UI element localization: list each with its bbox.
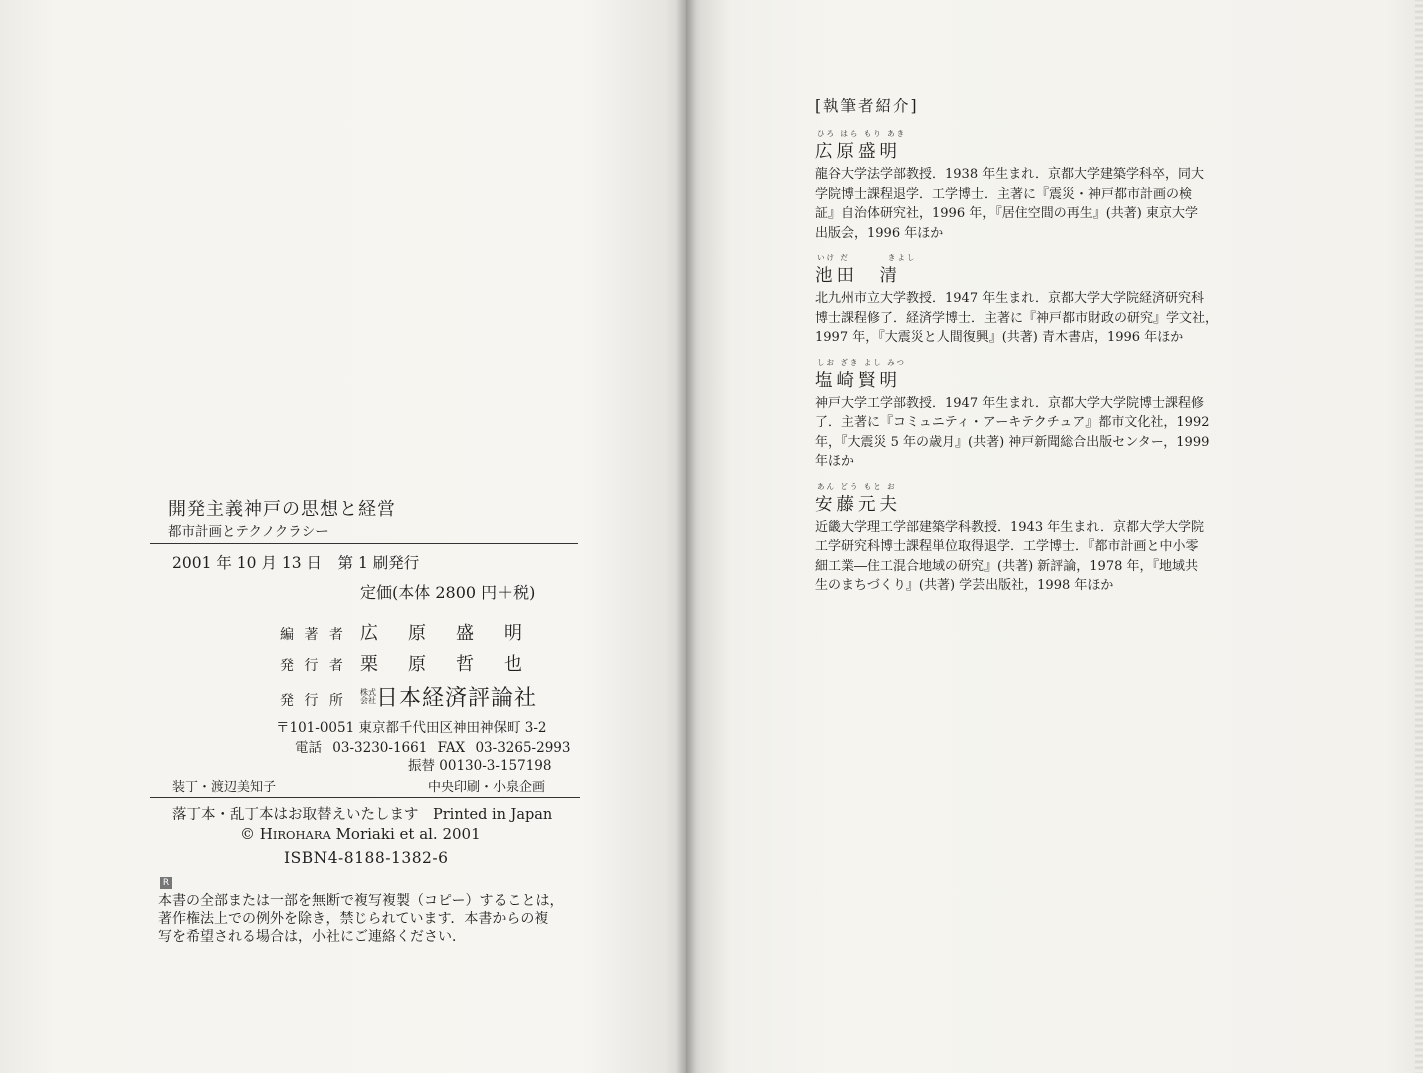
- publisher-name: 栗原哲也: [360, 654, 552, 675]
- authors-heading: [執筆者紹介]: [815, 97, 919, 115]
- divider-top: [150, 543, 578, 544]
- phone: 電話 03-3230-1661: [295, 740, 428, 756]
- editor-name: 広原盛明: [360, 623, 552, 644]
- author-furigana: あん どう もと お: [817, 481, 897, 491]
- bio-line: 工学研究科博士課程単位取得退学．工学博士．『都市計画と中小零: [815, 539, 1199, 554]
- bio-line: 博士課程修了．経済学博士．主著に『神戸都市財政の研究』学文社，: [815, 310, 1219, 326]
- author-name: 塩崎賢明: [815, 370, 901, 391]
- divider-bottom: [150, 797, 580, 798]
- bio-line: 北九州市立大学教授．1947 年生まれ．京都大学大学院経済研究科: [815, 291, 1204, 306]
- bio-line: 龍谷大学法学部教授．1938 年生まれ．京都大学建築学科卒，同大: [815, 167, 1204, 182]
- replacement-notice: 落丁本・乱丁本はお取替えいたします Printed in Japan: [172, 807, 553, 823]
- editor-label: 編 著 者: [280, 627, 346, 643]
- author-profiles: [815, 94, 1285, 605]
- author-name: 池田 清: [815, 266, 901, 286]
- author-entry: [815, 128, 1285, 243]
- bio-line: 生のまちづくり』(共著) 学芸出版社，1998 年ほか: [815, 578, 1114, 593]
- author-entry: [815, 481, 1285, 596]
- bio-line: 年，『大震災 5 年の歳月』(共著) 神戸新聞総合出版センター，1999: [815, 434, 1210, 450]
- page-edge: [1415, 0, 1423, 1073]
- copyright-suffix: Moriaki et al. 2001: [330, 825, 481, 843]
- kabushiki-gaisha-mark: [360, 689, 376, 705]
- author-entry: [815, 252, 1285, 348]
- printer: 中央印刷・小泉企画: [428, 780, 546, 795]
- r-mark-icon: R: [160, 877, 172, 889]
- copy-notice-line: 著作権法上での例外を除き，禁じられています．本書からの複: [158, 911, 549, 927]
- company-name: 日本経済評論社: [376, 686, 538, 711]
- publisher-row: [280, 650, 552, 676]
- bio-line: 細工業―住工混合地域の研究』(共著) 新評論，1978 年，『地域共: [815, 558, 1198, 574]
- book-gutter: [676, 0, 696, 1073]
- author-furigana: ひろ はら もり あき: [817, 129, 907, 138]
- book-title: 開発主義神戸の思想と経営: [168, 499, 396, 520]
- cover-design: 装丁・渡辺美知子: [172, 780, 277, 795]
- author-entry: [815, 357, 1285, 472]
- bio-line: 了．主著に『コミュニティ・アーキテクチュア』都市文化社，1992: [815, 415, 1210, 430]
- book-subtitle: 都市計画とテクノクラシー: [168, 524, 329, 540]
- company-label: 発 行 所: [280, 693, 346, 709]
- contact-line: [295, 736, 570, 756]
- address: 〒101-0051 東京都千代田区神田神保町 3-2: [276, 720, 547, 736]
- bio-line: 1997 年，『大震災と人間復興』(共著) 青木書店，1996 年ほか: [815, 330, 1184, 345]
- editor-row: [280, 619, 552, 645]
- copyright: [240, 825, 481, 843]
- fax: FAX 03-3265-2993: [437, 740, 571, 756]
- author-furigana: しお ざき よし みつ: [817, 357, 907, 367]
- bio-line: 神戸大学工学部教授．1947 年生まれ．京都大学大学院博士課程修: [815, 395, 1204, 411]
- copy-notice-line: 本書の全部または一部を無断で複写複製（コピー）することは，: [158, 893, 564, 909]
- bio-line: 年ほか: [815, 454, 855, 469]
- author-bio: [815, 518, 1285, 596]
- price: 定価(本体 2800 円＋税): [360, 583, 536, 602]
- author-furigana: いけ だ きよし: [817, 253, 917, 262]
- copy-notice: [158, 892, 588, 946]
- kabu-bottom: 会社: [360, 696, 376, 705]
- bio-line: 近畿大学理工学部建築学科教授．1943 年生まれ．京都大学大学院: [815, 519, 1204, 535]
- bio-line: 学院博士課程退学．工学博士．主著に『震災・神戸都市計画の検: [815, 186, 1193, 202]
- publisher-label: 発 行 者: [280, 658, 346, 674]
- author-bio: [815, 394, 1285, 472]
- copy-notice-line: 写を希望される場合は，小社にご連絡ください．: [158, 929, 466, 945]
- author-bio: [815, 165, 1285, 243]
- copyright-prefix: © H: [240, 825, 273, 843]
- publication-date: 2001 年 10 月 13 日 第 1 刷発行: [172, 554, 420, 572]
- author-name: 安藤元夫: [815, 494, 901, 515]
- kabu-top: 株式: [360, 688, 376, 697]
- author-bio: [815, 289, 1285, 348]
- author-name: 広原盛明: [815, 142, 901, 162]
- bio-line: 証』自治体研究社，1996 年，『居住空間の再生』(共著) 東京大学: [815, 206, 1198, 221]
- company-row: [280, 681, 537, 712]
- transfer-account: 振替 00130-3-157198: [408, 758, 552, 774]
- bio-line: 出版会，1996 年ほか: [815, 225, 944, 241]
- copyright-smallcaps: IROHARA: [272, 828, 331, 842]
- isbn: ISBN4-8188-1382-6: [284, 849, 449, 867]
